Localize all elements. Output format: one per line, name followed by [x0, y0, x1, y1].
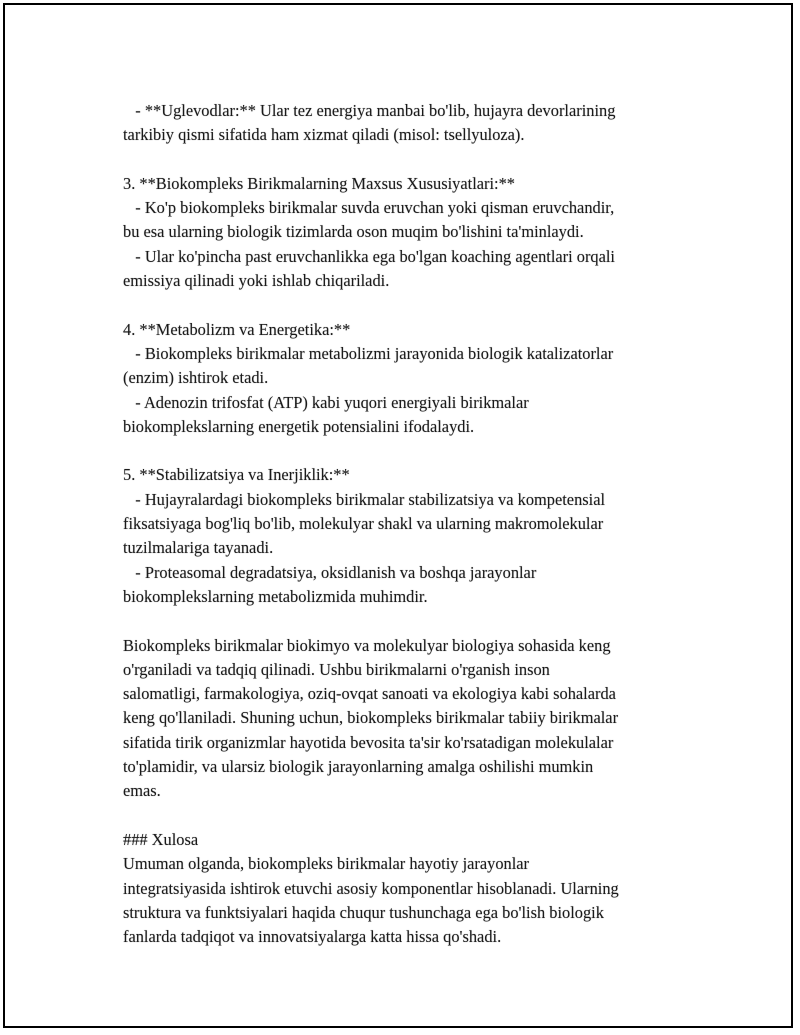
text-line: - **Uglevodlar:** Ular tez energiya manbai bo'lib, hujayra devorlarining: [123, 101, 616, 120]
conclusion-heading: ### Xulosa: [123, 829, 199, 849]
document-body: [123, 99, 693, 949]
paragraph-line: to'plamidir, va ularsiz biologik jarayonlarning amalga oshilishi mumkin: [123, 757, 594, 777]
section-heading: 5. **Stabilizatsiya va Inerjiklik:**: [123, 465, 350, 485]
text-line: - Hujayralardagi biokompleks birikmalar stabilizatsiya va kompetensial: [123, 489, 606, 509]
text-line: - Proteasomal degradatsiya, oksidlanish va boshqa jarayonlar: [123, 562, 537, 582]
paragraph-line: integratsiyasida ishtirok etuvchi asosiy komponentlar hisoblanadi. Ularning: [123, 878, 619, 898]
paragraph-line: fanlarda tadqiqot va innovatsiyalarga katta hissa qo'shadi.: [123, 927, 502, 947]
section-heading: 4. **Metabolizm va Energetika:**: [123, 319, 351, 339]
text-line: - Ko'p biokompleks birikmalar suvda eruvchan yoki qisman eruvchandir,: [123, 198, 615, 218]
paragraph-line: struktura va funktsiyalari haqida chuqur tushunchaga ega bo'lish biologik: [123, 902, 604, 922]
blank-line: [123, 148, 693, 172]
blank-line: [123, 439, 693, 463]
paragraph-line: emas.: [123, 781, 161, 801]
text-line: biokomplekslarning energetik potensialini ifodalaydi.: [123, 416, 475, 436]
paragraph-line: keng qo'llaniladi. Shuning uchun, biokompleks birikmalar tabiiy birikmalar: [123, 708, 619, 728]
paragraph-line: Biokompleks birikmalar biokimyo va molekulyar biologiya sohasida keng: [123, 635, 611, 655]
blank-line: [123, 293, 693, 317]
paragraph-line: Umuman olganda, biokompleks birikmalar hayotiy jarayonlar: [123, 854, 530, 874]
section-heading: 3. **Biokompleks Birikmalarning Maxsus Xususiyatlari:**: [123, 173, 515, 193]
text-line: fiksatsiyaga bog'liq bo'lib, molekulyar shakl va ularning makromolekular: [123, 514, 604, 534]
paragraph-line: o'rganiladi va tadqiq qilinadi. Ushbu birikmalarni o'rganish inson: [123, 659, 550, 679]
text-line: - Biokompleks birikmalar metabolizmi jarayonida biologik katalizatorlar: [123, 343, 614, 363]
paragraph-line: sifatida tirik organizmlar hayotida bevosita ta'sir ko'rsatadigan molekulalar: [123, 732, 614, 752]
blank-line: [123, 609, 693, 633]
paragraph-line: salomatligi, farmakologiya, oziq-ovqat sanoati va ekologiya kabi sohalarda: [123, 684, 616, 704]
text-line: tarkibiy qismi sifatida ham xizmat qiladi (misol: tsellyuloza).: [123, 125, 525, 145]
text-line: tuzilmalariga tayanadi.: [123, 538, 274, 558]
text-line: (enzim) ishtirok etadi.: [123, 368, 269, 388]
text-line: bu esa ularning biologik tizimlarda oson muqim bo'lishini ta'minlaydi.: [123, 222, 584, 242]
text-line: biokomplekslarning metabolizmida muhimdir.: [123, 586, 428, 606]
text-line: - Adenozin trifosfat (ATP) kabi yuqori energiyali birikmalar: [123, 392, 529, 412]
text-line: emissiya qilinadi yoki ishlab chiqariladi.: [123, 271, 390, 291]
blank-line: [123, 804, 693, 828]
text-line: - Ular ko'pincha past eruvchanlikka ega bo'lgan koaching agentlari orqali: [123, 246, 615, 266]
page-frame: [3, 3, 793, 1028]
